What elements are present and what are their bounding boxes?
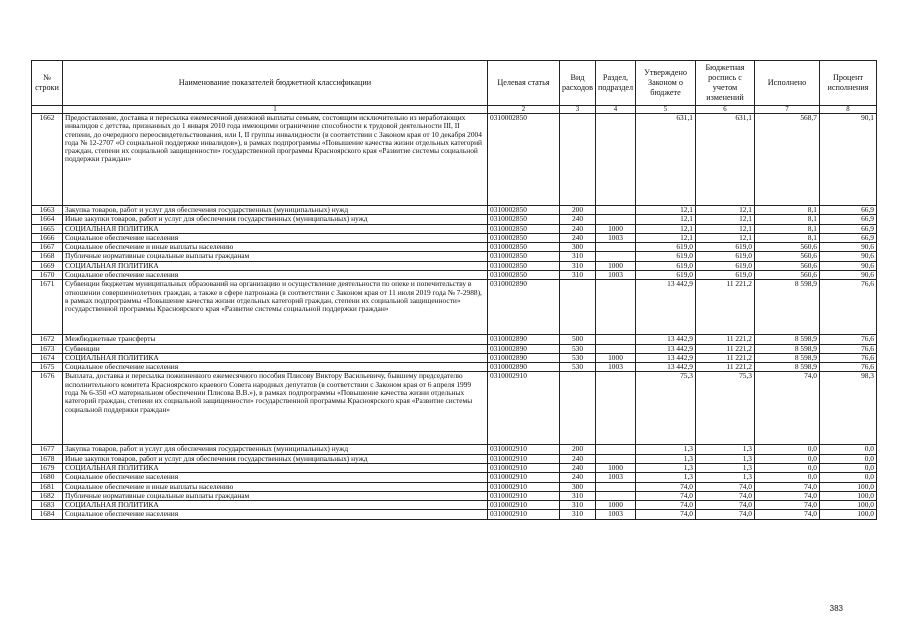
row-number-cell: 1670	[32, 270, 63, 279]
section-cell	[596, 243, 636, 252]
expense-type-cell	[560, 114, 596, 206]
budget-schedule-cell: 74,0	[696, 491, 755, 500]
indicator-name-cell: Социальное обеспечение населения	[63, 233, 488, 242]
approved-cell: 13 442,9	[636, 363, 696, 372]
section-cell	[596, 344, 636, 353]
indicator-name-cell: СОЦИАЛЬНАЯ ПОЛИТИКА	[63, 463, 488, 472]
budget-schedule-cell: 619,0	[696, 252, 755, 261]
target-article-cell: 0310002850	[488, 114, 560, 206]
target-article-cell: 0310002890	[488, 353, 560, 362]
budget-schedule-cell: 11 221,2	[696, 353, 755, 362]
percent-cell: 90,6	[820, 243, 877, 252]
table-row	[32, 445, 877, 454]
approved-cell: 13 442,9	[636, 280, 696, 335]
table-row	[32, 454, 877, 463]
indicator-name-cell: Выплата, доставка и пересылка пожизненного ежемесячного пособия Плисову Виктору Васильевичу, бывшему председателю исполнительного комитета Красноярского краевого Совета народных депутатов (в соответствии с Законом края от 6 апреля 1999 года № 6-350 «О материальном обеспечении Плисова В.В.»), в рамках подпрограммы «Повышение качества жизни отдельных категорий граждан, степени их социальной защищенности» государственной программы Красноярского края «Развитие системы социальной поддержки граждан»	[63, 372, 488, 445]
approved-cell: 74,0	[636, 501, 696, 510]
indicator-name-cell: Иные закупки товаров, работ и услуг для обеспечения государственных (муниципальных) нужд	[63, 215, 488, 224]
column-number-cell: 7	[755, 106, 820, 114]
header-section: Раздел, подраздел	[596, 61, 636, 106]
section-cell	[596, 280, 636, 335]
column-number-cell: 8	[820, 106, 877, 114]
table-row	[32, 215, 877, 224]
target-article-cell: 0310002910	[488, 445, 560, 454]
indicator-name-cell: Субвенции	[63, 344, 488, 353]
table-body	[32, 114, 877, 520]
target-article-cell: 0310002850	[488, 224, 560, 233]
target-article-cell: 0310002890	[488, 344, 560, 353]
row-number-cell: 1665	[32, 224, 63, 233]
indicator-name-cell: Социальное обеспечение населения	[63, 270, 488, 279]
row-number-cell: 1684	[32, 510, 63, 519]
table-row	[32, 482, 877, 491]
percent-cell: 98,3	[820, 372, 877, 445]
executed-cell: 8 598,9	[755, 335, 820, 344]
percent-cell: 90,6	[820, 252, 877, 261]
section-cell	[596, 445, 636, 454]
section-cell	[596, 372, 636, 445]
percent-cell: 76,6	[820, 363, 877, 372]
percent-cell: 0,0	[820, 463, 877, 472]
expense-type-cell: 310	[560, 510, 596, 519]
executed-cell: 0,0	[755, 473, 820, 482]
section-cell: 1000	[596, 224, 636, 233]
expense-type-cell: 310	[560, 491, 596, 500]
row-number-cell: 1683	[32, 501, 63, 510]
executed-cell: 0,0	[755, 463, 820, 472]
budget-schedule-cell: 1,3	[696, 473, 755, 482]
percent-cell: 66,9	[820, 233, 877, 242]
indicator-name-cell: СОЦИАЛЬНАЯ ПОЛИТИКА	[63, 224, 488, 233]
executed-cell: 560,6	[755, 252, 820, 261]
percent-cell: 66,9	[820, 206, 877, 215]
expense-type-cell: 240	[560, 463, 596, 472]
row-number-cell: 1672	[32, 335, 63, 344]
percent-cell: 76,6	[820, 335, 877, 344]
section-cell: 1000	[596, 353, 636, 362]
row-number-cell: 1682	[32, 491, 63, 500]
table-row	[32, 252, 877, 261]
executed-cell: 8,1	[755, 233, 820, 242]
executed-cell: 8 598,9	[755, 363, 820, 372]
budget-schedule-cell: 619,0	[696, 243, 755, 252]
approved-cell: 12,1	[636, 224, 696, 233]
executed-cell: 8 598,9	[755, 280, 820, 335]
header-expense-type: Вид расходов	[560, 61, 596, 106]
expense-type-cell: 530	[560, 353, 596, 362]
column-number-cell	[32, 106, 63, 114]
budget-schedule-cell: 1,3	[696, 463, 755, 472]
target-article-cell: 0310002850	[488, 233, 560, 242]
column-number-cell: 5	[636, 106, 696, 114]
target-article-cell: 0310002910	[488, 510, 560, 519]
target-article-cell: 0310002910	[488, 501, 560, 510]
header-row-number: № строки	[32, 61, 63, 106]
header-row	[32, 61, 877, 106]
section-cell: 1003	[596, 270, 636, 279]
executed-cell: 74,0	[755, 510, 820, 519]
approved-cell: 13 442,9	[636, 353, 696, 362]
target-article-cell: 0310002850	[488, 206, 560, 215]
table-row	[32, 280, 877, 335]
percent-cell: 76,6	[820, 353, 877, 362]
table-row	[32, 243, 877, 252]
expense-type-cell: 500	[560, 335, 596, 344]
executed-cell: 560,6	[755, 270, 820, 279]
column-number-cell: 1	[63, 106, 488, 114]
row-number-cell: 1662	[32, 114, 63, 206]
indicator-name-cell: Публичные нормативные социальные выплаты гражданам	[63, 252, 488, 261]
approved-cell: 1,3	[636, 473, 696, 482]
header-executed: Исполнено	[755, 61, 820, 106]
approved-cell: 12,1	[636, 206, 696, 215]
target-article-cell: 0310002850	[488, 215, 560, 224]
target-article-cell: 0310002890	[488, 335, 560, 344]
section-cell: 1000	[596, 501, 636, 510]
table-row	[32, 372, 877, 445]
executed-cell: 568,7	[755, 114, 820, 206]
table-row	[32, 491, 877, 500]
expense-type-cell: 240	[560, 454, 596, 463]
approved-cell: 619,0	[636, 261, 696, 270]
approved-cell: 631,1	[636, 114, 696, 206]
expense-type-cell: 240	[560, 473, 596, 482]
row-number-cell: 1668	[32, 252, 63, 261]
percent-cell: 90,6	[820, 270, 877, 279]
row-number-cell: 1680	[32, 473, 63, 482]
approved-cell: 12,1	[636, 215, 696, 224]
percent-cell: 100,0	[820, 501, 877, 510]
section-cell: 1000	[596, 261, 636, 270]
budget-schedule-cell: 12,1	[696, 215, 755, 224]
row-number-cell: 1664	[32, 215, 63, 224]
indicator-name-cell: Социальное обеспечение населения	[63, 473, 488, 482]
executed-cell: 0,0	[755, 454, 820, 463]
percent-cell: 90,6	[820, 261, 877, 270]
table-row	[32, 206, 877, 215]
budget-table	[31, 60, 877, 520]
expense-type-cell: 310	[560, 261, 596, 270]
executed-cell: 8 598,9	[755, 344, 820, 353]
budget-schedule-cell: 1,3	[696, 445, 755, 454]
table-row	[32, 473, 877, 482]
section-cell	[596, 491, 636, 500]
row-number-cell: 1666	[32, 233, 63, 242]
executed-cell: 8,1	[755, 206, 820, 215]
approved-cell: 1,3	[636, 445, 696, 454]
row-number-cell: 1671	[32, 280, 63, 335]
expense-type-cell: 240	[560, 224, 596, 233]
table-row	[32, 114, 877, 206]
section-cell	[596, 252, 636, 261]
indicator-name-cell: Публичные нормативные социальные выплаты гражданам	[63, 491, 488, 500]
budget-schedule-cell: 11 221,2	[696, 363, 755, 372]
approved-cell: 74,0	[636, 510, 696, 519]
target-article-cell: 0310002910	[488, 372, 560, 445]
target-article-cell: 0310002890	[488, 280, 560, 335]
table-row	[32, 224, 877, 233]
target-article-cell: 0310002850	[488, 270, 560, 279]
column-number-cell: 3	[560, 106, 596, 114]
header-target-article: Целевая статья	[488, 61, 560, 106]
budget-schedule-cell: 631,1	[696, 114, 755, 206]
indicator-name-cell: Социальное обеспечение и иные выплаты населению	[63, 482, 488, 491]
target-article-cell: 0310002910	[488, 454, 560, 463]
approved-cell: 1,3	[636, 454, 696, 463]
executed-cell: 74,0	[755, 372, 820, 445]
approved-cell: 1,3	[636, 463, 696, 472]
executed-cell: 8,1	[755, 215, 820, 224]
indicator-name-cell: Межбюджетные трансферты	[63, 335, 488, 344]
row-number-cell: 1681	[32, 482, 63, 491]
row-number-cell: 1676	[32, 372, 63, 445]
target-article-cell: 0310002890	[488, 363, 560, 372]
expense-type-cell	[560, 372, 596, 445]
approved-cell: 13 442,9	[636, 344, 696, 353]
table-row	[32, 344, 877, 353]
indicator-name-cell: Социальное обеспечение населения	[63, 363, 488, 372]
percent-cell: 76,6	[820, 280, 877, 335]
indicator-name-cell: Социальное обеспечение населения	[63, 510, 488, 519]
executed-cell: 560,6	[755, 261, 820, 270]
approved-cell: 74,0	[636, 482, 696, 491]
target-article-cell: 0310002910	[488, 473, 560, 482]
approved-cell: 12,1	[636, 233, 696, 242]
section-cell: 1003	[596, 363, 636, 372]
expense-type-cell: 300	[560, 243, 596, 252]
section-cell: 1003	[596, 473, 636, 482]
table-row	[32, 463, 877, 472]
executed-cell: 8 598,9	[755, 353, 820, 362]
row-number-cell: 1678	[32, 454, 63, 463]
column-number-row	[32, 106, 877, 114]
budget-schedule-cell: 619,0	[696, 261, 755, 270]
approved-cell: 13 442,9	[636, 335, 696, 344]
section-cell: 1003	[596, 510, 636, 519]
section-cell	[596, 114, 636, 206]
percent-cell: 0,0	[820, 454, 877, 463]
section-cell	[596, 215, 636, 224]
expense-type-cell: 300	[560, 482, 596, 491]
percent-cell: 66,9	[820, 215, 877, 224]
budget-schedule-cell: 74,0	[696, 501, 755, 510]
expense-type-cell	[560, 280, 596, 335]
row-number-cell: 1675	[32, 363, 63, 372]
budget-schedule-cell: 619,0	[696, 270, 755, 279]
column-number-cell: 2	[488, 106, 560, 114]
budget-schedule-cell: 11 221,2	[696, 280, 755, 335]
indicator-name-cell: Закупка товаров, работ и услуг для обеспечения государственных (муниципальных) нужд	[63, 206, 488, 215]
executed-cell: 74,0	[755, 482, 820, 491]
indicator-name-cell: Субвенции бюджетам муниципальных образований на организацию и осуществление деятельности по опеке и попечительству в отношении совершеннолетних граждан, а также в сфере патронажа (в соответствии с Законом края от 11 июля 2019 года № 7-2988), в рамках подпрограммы «Повышение качества жизни отдельных категорий граждан, степени их социальной защищенности» государственной программы Красноярского края «Развитие системы социальной поддержки граждан»	[63, 280, 488, 335]
table-row	[32, 261, 877, 270]
percent-cell: 66,9	[820, 224, 877, 233]
section-cell	[596, 482, 636, 491]
indicator-name-cell: Социальное обеспечение и иные выплаты населению	[63, 243, 488, 252]
expense-type-cell: 530	[560, 344, 596, 353]
table-row	[32, 335, 877, 344]
budget-schedule-cell: 74,0	[696, 482, 755, 491]
section-cell: 1003	[596, 233, 636, 242]
section-cell	[596, 335, 636, 344]
percent-cell: 100,0	[820, 491, 877, 500]
percent-cell: 100,0	[820, 482, 877, 491]
target-article-cell: 0310002910	[488, 463, 560, 472]
row-number-cell: 1669	[32, 261, 63, 270]
approved-cell: 74,0	[636, 491, 696, 500]
target-article-cell: 0310002850	[488, 261, 560, 270]
indicator-name-cell: Иные закупки товаров, работ и услуг для обеспечения государственных (муниципальных) нужд	[63, 454, 488, 463]
percent-cell: 0,0	[820, 445, 877, 454]
percent-cell: 100,0	[820, 510, 877, 519]
row-number-cell: 1667	[32, 243, 63, 252]
expense-type-cell: 240	[560, 215, 596, 224]
row-number-cell: 1677	[32, 445, 63, 454]
target-article-cell: 0310002850	[488, 252, 560, 261]
percent-cell: 0,0	[820, 473, 877, 482]
header-budget-schedule: Бюджетная роспись с учетом изменений	[696, 61, 755, 106]
approved-cell: 619,0	[636, 243, 696, 252]
section-cell	[596, 206, 636, 215]
table-row	[32, 363, 877, 372]
indicator-name-cell: Закупка товаров, работ и услуг для обеспечения государственных (муниципальных) нужд	[63, 445, 488, 454]
budget-schedule-cell: 12,1	[696, 233, 755, 242]
header-approved: Утверждено Законом о бюджете	[636, 61, 696, 106]
budget-schedule-cell: 12,1	[696, 224, 755, 233]
expense-type-cell: 310	[560, 252, 596, 261]
table-row	[32, 353, 877, 362]
budget-schedule-cell: 1,3	[696, 454, 755, 463]
row-number-cell: 1674	[32, 353, 63, 362]
approved-cell: 75,3	[636, 372, 696, 445]
table-row	[32, 270, 877, 279]
budget-schedule-cell: 12,1	[696, 206, 755, 215]
row-number-cell: 1663	[32, 206, 63, 215]
indicator-name-cell: СОЦИАЛЬНАЯ ПОЛИТИКА	[63, 501, 488, 510]
indicator-name-cell: СОЦИАЛЬНАЯ ПОЛИТИКА	[63, 261, 488, 270]
executed-cell: 74,0	[755, 491, 820, 500]
row-number-cell: 1673	[32, 344, 63, 353]
target-article-cell: 0310002850	[488, 243, 560, 252]
expense-type-cell: 310	[560, 501, 596, 510]
table-row	[32, 233, 877, 242]
expense-type-cell: 240	[560, 233, 596, 242]
page-number: 383	[829, 604, 843, 613]
budget-schedule-cell: 11 221,2	[696, 335, 755, 344]
table-row	[32, 510, 877, 519]
target-article-cell: 0310002910	[488, 482, 560, 491]
expense-type-cell: 530	[560, 363, 596, 372]
column-number-cell: 4	[596, 106, 636, 114]
column-number-cell: 6	[696, 106, 755, 114]
indicator-name-cell: СОЦИАЛЬНАЯ ПОЛИТИКА	[63, 353, 488, 362]
target-article-cell: 0310002910	[488, 491, 560, 500]
section-cell: 1000	[596, 463, 636, 472]
percent-cell: 90,1	[820, 114, 877, 206]
expense-type-cell: 200	[560, 445, 596, 454]
executed-cell: 74,0	[755, 501, 820, 510]
approved-cell: 619,0	[636, 252, 696, 261]
header-percent: Процент исполнения	[820, 61, 877, 106]
executed-cell: 560,6	[755, 243, 820, 252]
expense-type-cell: 200	[560, 206, 596, 215]
approved-cell: 619,0	[636, 270, 696, 279]
executed-cell: 0,0	[755, 445, 820, 454]
header-indicator-name: Наименование показателей бюджетной классификации	[63, 61, 488, 106]
row-number-cell: 1679	[32, 463, 63, 472]
executed-cell: 8,1	[755, 224, 820, 233]
budget-schedule-cell: 11 221,2	[696, 344, 755, 353]
indicator-name-cell: Предоставление, доставка и пересылка ежемесячной денежной выплаты семьям, состоящим исключительно из неработающих инвалидов с детства, признанных до 1 января 2010 года имеющими ограничение способности к трудовой деятельности III, II степени, до очередного переосвидетельствования, или I, II группы инвалидности (в соответствии с Законом края от 10 декабря 2004 года № 12-2707 «О социальной поддержке инвалидов»), в рамках подпрограммы «Повышение качества жизни отдельных категорий граждан, степени их социальной защищенности» государственной программы Красноярского края «Развитие системы социальной поддержки граждан»	[63, 114, 488, 206]
budget-schedule-cell: 75,3	[696, 372, 755, 445]
percent-cell: 76,6	[820, 344, 877, 353]
table-row	[32, 501, 877, 510]
expense-type-cell: 310	[560, 270, 596, 279]
budget-schedule-cell: 74,0	[696, 510, 755, 519]
section-cell	[596, 454, 636, 463]
